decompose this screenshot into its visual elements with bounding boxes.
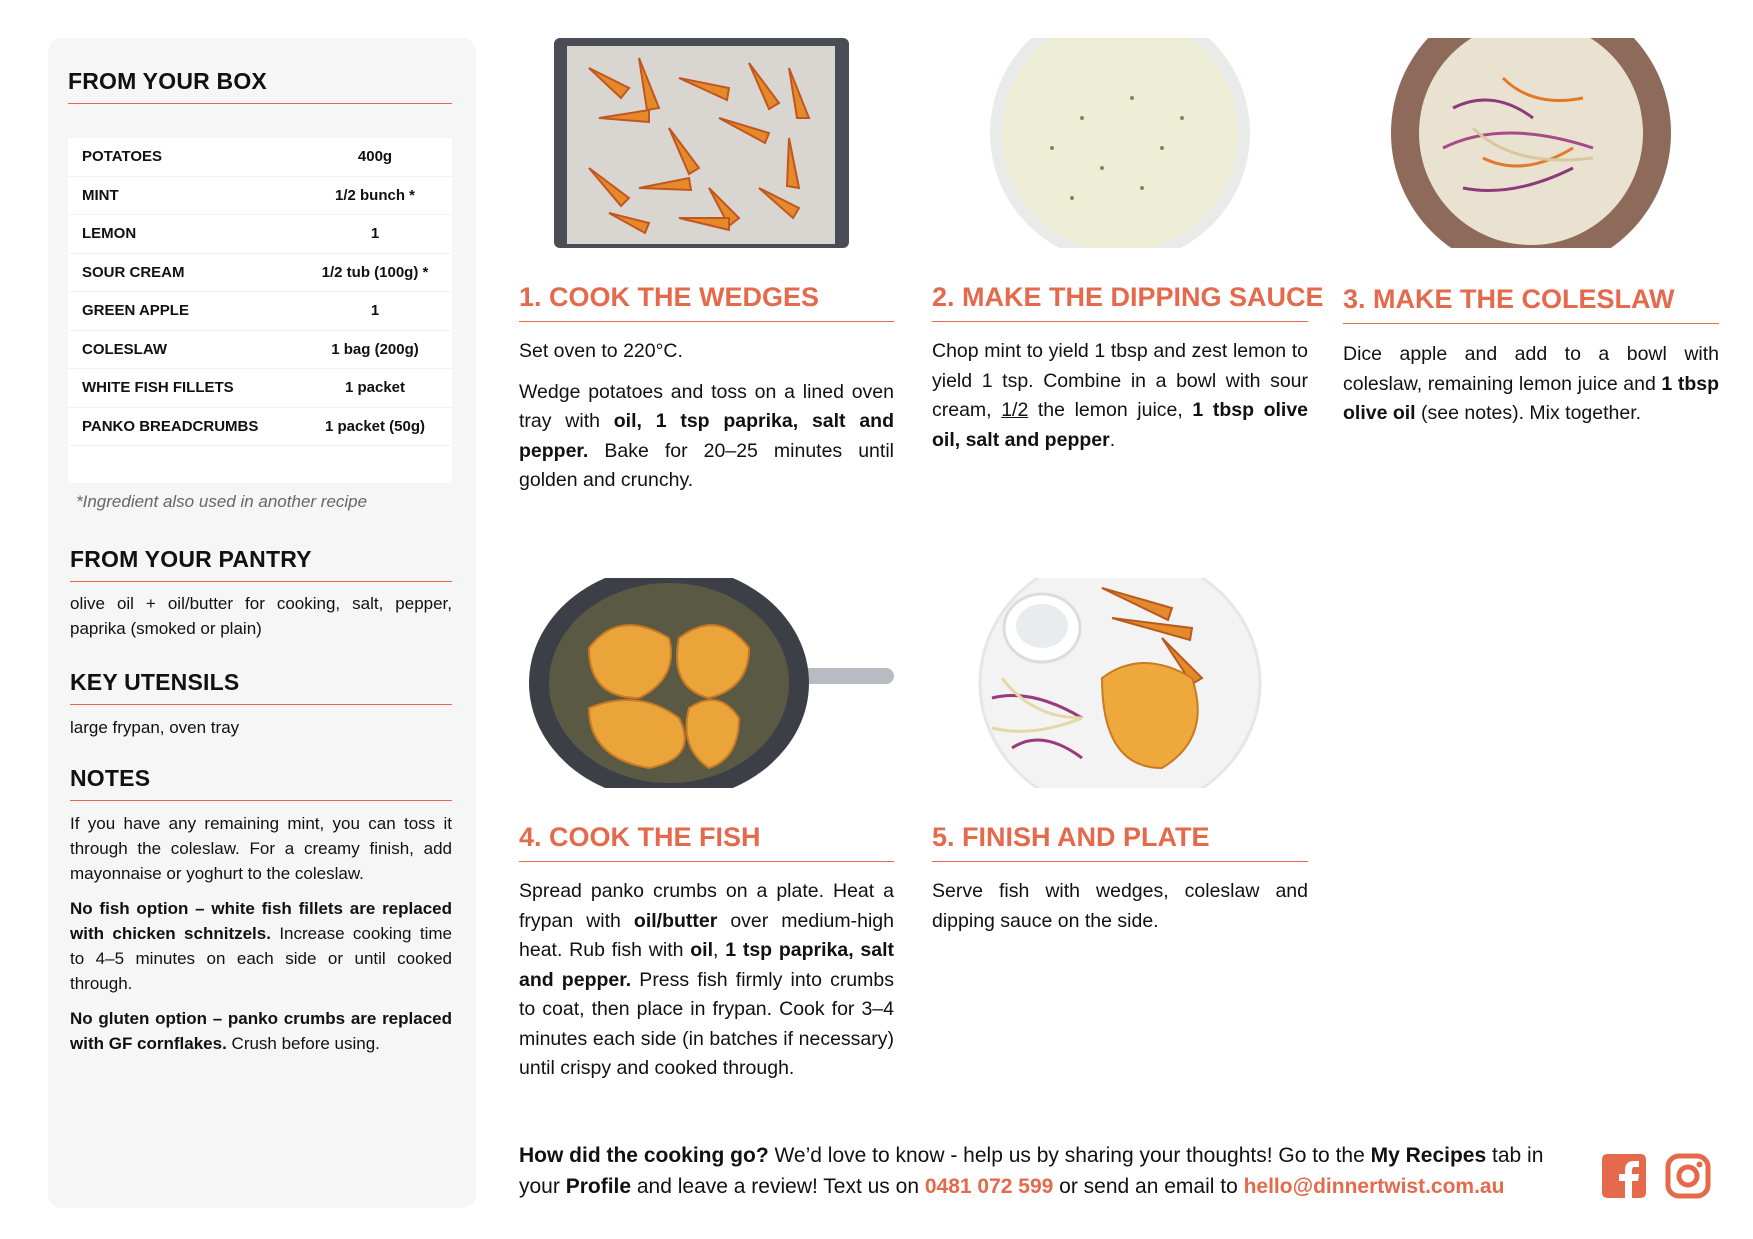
step-paragraph: Set oven to 220°C.	[519, 340, 683, 362]
footer-span: We’d love to know - help us by sharing your thoughts! Go to the	[768, 1144, 1371, 1167]
step-paragraph	[519, 877, 894, 1084]
ingredient-row	[68, 254, 452, 293]
ingredient-row	[68, 408, 452, 447]
ingredient-row	[68, 138, 452, 177]
wedges-photo	[519, 38, 894, 248]
ingredient-quantity: 1	[370, 225, 380, 243]
step-5-title: 5. FINISH AND PLATE	[932, 822, 1308, 862]
step-span: ,	[713, 939, 726, 961]
notes-paragraph	[70, 1006, 452, 1056]
ingredient-quantity: 1/2 bunch *	[334, 186, 416, 204]
notes-paragraph: If you have any remaining mint, you can toss it through the coleslaw. For a creamy finish, add mayonnaise or yoghurt to the coleslaw.	[70, 814, 452, 883]
step-span: Chop mint to yield 1 tbsp and zest lemon to yield 1 tsp. Combine in a bowl with sour cream,	[932, 340, 1308, 421]
my-recipes-label: My Recipes	[1370, 1144, 1487, 1167]
notes-text	[70, 811, 452, 1066]
feedback-question: How did the cooking go?	[519, 1144, 769, 1167]
step-bold: 1 tbsp olive oil, salt and pepper	[932, 399, 1309, 451]
notes-heading: NOTES	[70, 765, 452, 801]
ingredient-row	[68, 215, 452, 254]
coleslaw-photo	[1343, 38, 1719, 248]
profile-label: Profile	[565, 1175, 632, 1198]
pantry-text: olive oil + oil/butter for cooking, salt, pepper, paprika (smoked or plain)	[70, 594, 452, 638]
notes-bold: No gluten option – panko crumbs are replaced with GF cornflakes.	[70, 1009, 452, 1053]
ingredient-name: SOUR CREAM	[82, 263, 185, 281]
ingredient-quantity: 400g	[357, 148, 393, 166]
step-span: Dice apple and add to a bowl with coleslaw, remaining lemon juice and	[1343, 343, 1719, 395]
step-bold: oil/butter	[633, 909, 718, 932]
ingredient-quantity: 1	[370, 302, 380, 320]
step-3-body	[1343, 340, 1719, 440]
step-paragraph	[932, 337, 1308, 455]
phone-number[interactable]: 0481 072 599	[924, 1175, 1054, 1198]
step-bold: 1 tsp paprika, salt and pepper.	[519, 939, 894, 991]
ingredient-row	[68, 292, 452, 331]
step-3-title: 3. MAKE THE COLESLAW	[1343, 284, 1719, 324]
email-link[interactable]: hello@dinnertwist.com.au	[1243, 1175, 1505, 1198]
notes-span: Increase cooking time to 4–5 minutes on each side or until cooked through.	[70, 924, 452, 993]
step-paragraph	[1343, 340, 1719, 429]
step-1-title: 1. COOK THE WEDGES	[519, 282, 894, 322]
step-4-title: 4. COOK THE FISH	[519, 822, 894, 862]
ingredient-quantity: 1/2 tub (100g) *	[321, 263, 429, 281]
instagram-icon[interactable]	[1665, 1153, 1711, 1199]
from-your-pantry-heading: FROM YOUR PANTRY	[70, 546, 452, 582]
footer-span: tab in your	[519, 1144, 1544, 1198]
footer-span: or send an email to	[1053, 1175, 1244, 1198]
ingredients-table	[68, 138, 452, 483]
feedback-footer	[519, 1140, 1579, 1202]
key-utensils-heading: KEY UTENSILS	[70, 669, 452, 705]
ingredient-quantity: 1 packet (50g)	[324, 417, 426, 435]
step-span: (see notes). Mix together.	[1415, 402, 1642, 424]
ingredient-row	[68, 369, 452, 408]
step-span: Wedge potatoes and toss on a lined oven tray with	[519, 380, 894, 432]
step-span: Press fish firmly into crumbs to coat, then place in frypan. Cook for 3–4 minutes each side (in batches if necessary) until crispy and cooked through.	[519, 968, 894, 1079]
step-bold: oil, 1 tsp paprika, salt and pepper.	[519, 410, 894, 462]
from-your-box-heading: FROM YOUR BOX	[68, 68, 452, 104]
dipping-sauce-photo	[932, 38, 1308, 248]
ingredient-footnote: *Ingredient also used in another recipe	[76, 492, 368, 511]
step-span: Spread panko crumbs on a plate. Heat a frypan with	[519, 880, 894, 932]
step-span: Bake for 20–25 minutes until golden and crunchy.	[519, 439, 894, 491]
ingredient-name: GREEN APPLE	[82, 302, 189, 320]
step-underline: 1/2	[1001, 399, 1029, 421]
step-4-body	[519, 877, 894, 1095]
notes-bold: No fish option – white fish fillets are replaced with chicken schnitzels.	[70, 899, 452, 943]
step-span: over medium-high heat. Rub fish with	[519, 909, 894, 961]
step-paragraph	[519, 378, 894, 496]
notes-paragraph	[70, 896, 452, 996]
plated-meal-photo	[932, 578, 1308, 788]
step-2-body	[932, 337, 1308, 466]
ingredient-name: WHITE FISH FILLETS	[82, 379, 234, 397]
notes-span: Crush before using.	[226, 1034, 380, 1053]
ingredient-name: PANKO BREADCRUMBS	[82, 417, 259, 435]
step-bold: 1 tbsp olive oil	[1343, 372, 1719, 424]
step-2-title: 2. MAKE THE DIPPING SAUCE	[932, 282, 1308, 322]
step-paragraph: Serve fish with wedges, coleslaw and dipping sauce on the side.	[932, 880, 1308, 932]
ingredient-name: MINT	[82, 186, 119, 204]
footer-span: and leave a review! Text us on	[631, 1175, 925, 1198]
ingredient-name: POTATOES	[82, 148, 163, 166]
step-5-body	[932, 877, 1308, 947]
ingredient-quantity: 1 bag (200g)	[331, 340, 419, 358]
sidebar-panel	[48, 38, 476, 1208]
step-span: the lemon juice,	[1028, 399, 1193, 421]
ingredient-name: COLESLAW	[82, 340, 167, 358]
fish-frypan-photo	[519, 578, 894, 788]
ingredient-name: LEMON	[82, 225, 137, 243]
facebook-icon[interactable]	[1601, 1153, 1647, 1199]
ingredient-row	[68, 177, 452, 216]
utensils-text: large frypan, oven tray	[70, 718, 240, 737]
step-span: .	[1109, 428, 1116, 451]
ingredient-row	[68, 331, 452, 370]
ingredient-quantity: 1 packet	[344, 379, 406, 397]
step-bold: oil	[690, 939, 713, 961]
step-1-body	[519, 337, 894, 507]
